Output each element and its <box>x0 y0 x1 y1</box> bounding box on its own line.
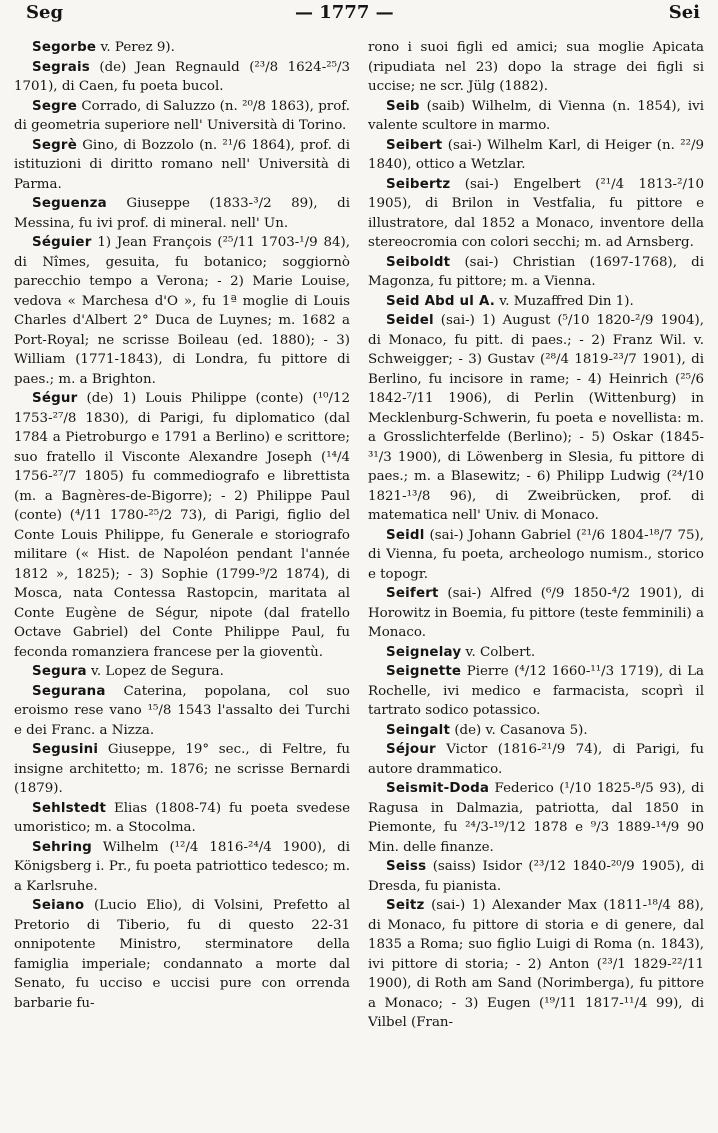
entry-headword: Segorbe <box>32 40 97 55</box>
entry <box>14 97 350 136</box>
entry <box>368 740 704 779</box>
entry <box>14 896 350 1013</box>
entry <box>14 136 350 195</box>
entry-body: (de) Jean Regnauld (²³/8 1624-²⁵/3 1701), di Caen, fu poeta bucol. <box>14 59 350 94</box>
entry-body: (saib) Wilhelm, di Vienna (n. 1854), ivi valente scultore in marmo. <box>368 98 704 133</box>
entry-headword: Seignelay <box>386 644 462 660</box>
entry-headword: Seingalt <box>386 722 451 738</box>
entry-headword: Segusini <box>32 742 99 757</box>
entry <box>14 194 350 233</box>
entry-headword: Séjour <box>386 742 436 757</box>
entry-headword: Seifert <box>386 586 439 601</box>
entry-headword: Seib <box>386 98 420 114</box>
entry-body: (de) v. Casanova 5). <box>450 722 588 738</box>
entry-body: (de) 1) Louis Philippe (conte) (¹⁰/12 1753-²⁷/8 1830), di Parigi, fu diplomatico (dal 1784 a Pietroburgo e 1791 a Berlino) e scrittore; suo fratello il Visconte Alexandre Joseph (¹⁴/4 1756-²⁷/7 1805) fu commediografo e librettista (m. a Bagnères-de-Bigorre); - 2) Philippe Paul (conte) (⁴/11 1780-²⁵/2 73), di Parigi, figlio del Conte Louis Philippe, fu Generale e storiografo militare (« Hist. de Napoléon pendant l'année 1812 », 1825); - 3) Sophie (1799-⁹/2 1874), di Mosca, nata Contessa Rastopcin, maritata al Conte Eugène de Ségur, nipote (dal fratello Octave Gabriel) del Conte Philippe Paul, fu feconda romanziera francese per la gioventù. <box>14 391 350 660</box>
entry <box>368 721 704 741</box>
entry-headword: Sehlstedt <box>32 800 107 816</box>
entry-body: 1) Jean François (²⁵/11 1703-¹/9 84), di Nîmes, gesuita, fu botanico; soggiornò parecchio tempo a Verona; - 2) Marie Louise, vedova « Marchesa d'O », fu 1ª moglie di Louis Charles d'Albert 2° Duca de Luynes; m. 1682 a Port-Royal; ne scrisse Boileau (ed. 1880); - 3) William (1771-1843), di Londra, fu pittore di paes.; m. a Brighton. <box>14 235 350 387</box>
entry-body: (sai-) Wilhelm Karl, di Heiger (n. ²²/9 1840), ottico a Wetzlar. <box>368 137 704 172</box>
entry-body: Giuseppe (1833-³/2 89), di Messina, fu ivi prof. di mineral. nell' Un. <box>14 196 350 231</box>
entry <box>14 682 350 741</box>
entry-body: (sai-) 1) August (⁵/10 1820-²/9 1904), di Monaco, fu pitt. di paes.; - 2) Franz Wil. v. Schweigger; - 3) Gustav (²⁸/4 1819-²³/7 1901), di Berlino, fu incisore in rame; - 4) Heinrich (²⁵/6 1842-⁷/11 1906), di Perlin (Wittenburg) in Mecklenburg-Schwerin, fu poeta e novellista: m. a Grosslichterfelde (Berlino); - 5) Oskar (1845-³¹/3 1900), di Löwenberg in Slesia, fu pittore di paes.; m. a Blasewitz; - 6) Philipp Ludwig (²⁴/10 1821-¹³/8 96), di Zweibrücken, prof. di matematica nell' Univ. di Monaco. <box>368 313 704 523</box>
entry-body: v. Muzaffred Din 1). <box>495 293 634 309</box>
right-column <box>368 38 704 1128</box>
entry <box>14 662 350 682</box>
entry-headword: Seid Abd ul A. <box>386 293 496 309</box>
entry <box>368 136 704 175</box>
entry-headword: Ségur <box>32 391 78 406</box>
entry <box>368 253 704 292</box>
entry <box>368 97 704 136</box>
entry-body: (Lucio Elio), di Volsini, Prefetto al Pretorio di Tiberio, fu di questo 22-31 onnipotente Ministro, sterminatore della famiglia imperiale; condannato a morte dal Senato, fu ucciso e uccisi pure con orrenda barbarie fu- <box>14 898 350 1011</box>
entry-body: Elias (1808-74) fu poeta svedese umoristico; m. a Stocolma. <box>14 800 350 835</box>
entry-body: Gino, di Bozzolo (n. ²¹/6 1864), prof. di istituzioni di diritto romano nell' Università di Parma. <box>14 137 350 192</box>
entry-body: Giuseppe, 19° sec., di Feltre, fu insigne architetto; m. 1876; ne scrisse Bernardi (1879). <box>14 742 350 796</box>
entry <box>14 389 350 662</box>
entry-headword: Segura <box>32 664 87 679</box>
entry <box>368 584 704 643</box>
entry <box>14 38 350 58</box>
entry <box>368 643 704 663</box>
entry-headword: Séguier <box>32 235 92 250</box>
entry-headword: Seidl <box>386 527 425 543</box>
entry <box>368 779 704 857</box>
entry-body: (sai-) Alfred (⁶/9 1850-⁴/2 1901), di Horowitz in Boemia, fu pittore (teste femminili) a Monaco. <box>368 586 704 640</box>
entry-body: Corrado, di Saluzzo (n. ²⁰/8 1863), prof. di geometria superiore nell' Università di Torino. <box>14 98 350 133</box>
entry-headword: Seibertz <box>386 176 451 192</box>
entry-headword: Seitz <box>386 898 425 913</box>
entry-body: Federico (¹/10 1825-⁸/5 93), di Ragusa in Dalmazia, patriotta, dal 1850 in Piemonte, fu ²⁴/3-¹⁹/12 1878 e ⁹/3 1889-¹⁴/9 90 Min. delle finanze. <box>368 781 704 855</box>
entry-headword: Sehring <box>32 839 92 855</box>
entry-headword: Segrais <box>32 59 90 75</box>
entry-body: Pierre (⁴/12 1660-¹¹/3 1719), di La Rochelle, ivi medico e farmacista, scoprì il tartrato sodico potassico. <box>368 664 704 718</box>
entry-body: (sai-) Christian (1697-1768), di Magonza, fu pittore; m. a Vienna. <box>368 254 704 289</box>
page-header <box>0 0 718 26</box>
header-right-keyword: Sei <box>668 2 700 23</box>
entry <box>368 175 704 253</box>
entry-headword: Segre <box>32 98 77 114</box>
entry-body: v. Colbert. <box>461 644 536 660</box>
entry-headword: Seismit-Doda <box>386 781 490 796</box>
entry-body: (sai-) 1) Alexander Max (1811-¹⁸/4 88), di Monaco, fu pittore di storia e di genere, dal 1835 a Roma; suo figlio Luigi di Roma (n. 1843), ivi pittore di storia; - 2) Anton (²³/1 1829-²²/11 1900), di Roth am Sand (Norimberga), fu pittore a Monaco; - 3) Eugen (¹⁹/11 1817-¹¹/4 99), di Vilbel (Fran- <box>368 898 704 1030</box>
entry <box>14 799 350 838</box>
entry-body: v. Lopez de Segura. <box>86 664 224 679</box>
entry-headword: Segurana <box>32 683 106 699</box>
header-left-keyword: Seg <box>26 2 64 23</box>
entry-headword: Seguenza <box>32 196 107 211</box>
entry-body: Wilhelm (¹²/4 1816-²⁴/4 1900), di Königsberg i. Pr., fu poeta patriottico tedesco; m. a Karlsruhe. <box>14 839 350 894</box>
entry <box>368 662 704 721</box>
entry <box>14 58 350 97</box>
entry-headword: Segrè <box>32 137 77 153</box>
entry-continuation: rono i suoi figli ed amici; sua moglie Apicata (ripudiata nel 23) dopo la strage dei figli si uccise; ne scr. Jülg (1882). <box>368 40 704 94</box>
entry <box>368 526 704 585</box>
entry-body: v. Perez 9). <box>96 40 175 55</box>
entry-headword: Seiano <box>32 898 85 913</box>
entry <box>14 838 350 897</box>
entry <box>368 896 704 1033</box>
entry-body: (sai-) Johann Gabriel (²¹/6 1804-¹⁸/7 75), di Vienna, fu poeta, archeologo numism., storico e topogr. <box>368 527 704 582</box>
entry <box>14 233 350 389</box>
entry <box>368 857 704 896</box>
entry-headword: Seiss <box>386 859 427 874</box>
entry <box>368 311 704 526</box>
entry-headword: Seignette <box>386 664 462 679</box>
page-number: — 1777 — <box>295 2 394 23</box>
left-column <box>14 38 350 1128</box>
entry-headword: Seidel <box>386 313 434 328</box>
entry-body: (saiss) Isidor (²³/12 1840-²⁰/9 1905), di Dresda, fu pianista. <box>368 859 704 894</box>
entry-body: Caterina, popolana, col suo eroismo rese vano ¹⁵/8 1543 l'assalto dei Turchi e dei Franc. a Nizza. <box>14 683 350 738</box>
entry-headword: Seiboldt <box>386 254 451 270</box>
entry-body: Victor (1816-²¹/9 74), di Parigi, fu autore drammatico. <box>368 742 704 777</box>
entry <box>14 740 350 799</box>
entry-headword: Seibert <box>386 137 443 153</box>
entry-body: (sai-) Engelbert (²¹/4 1813-²/10 1905), di Brilon in Vestfalia, fu pittore e illustratore, dal 1852 a Monaco, inventore della stereocromia con colori secchi; m. ad Arnsberg. <box>368 176 704 250</box>
entry <box>368 292 704 312</box>
